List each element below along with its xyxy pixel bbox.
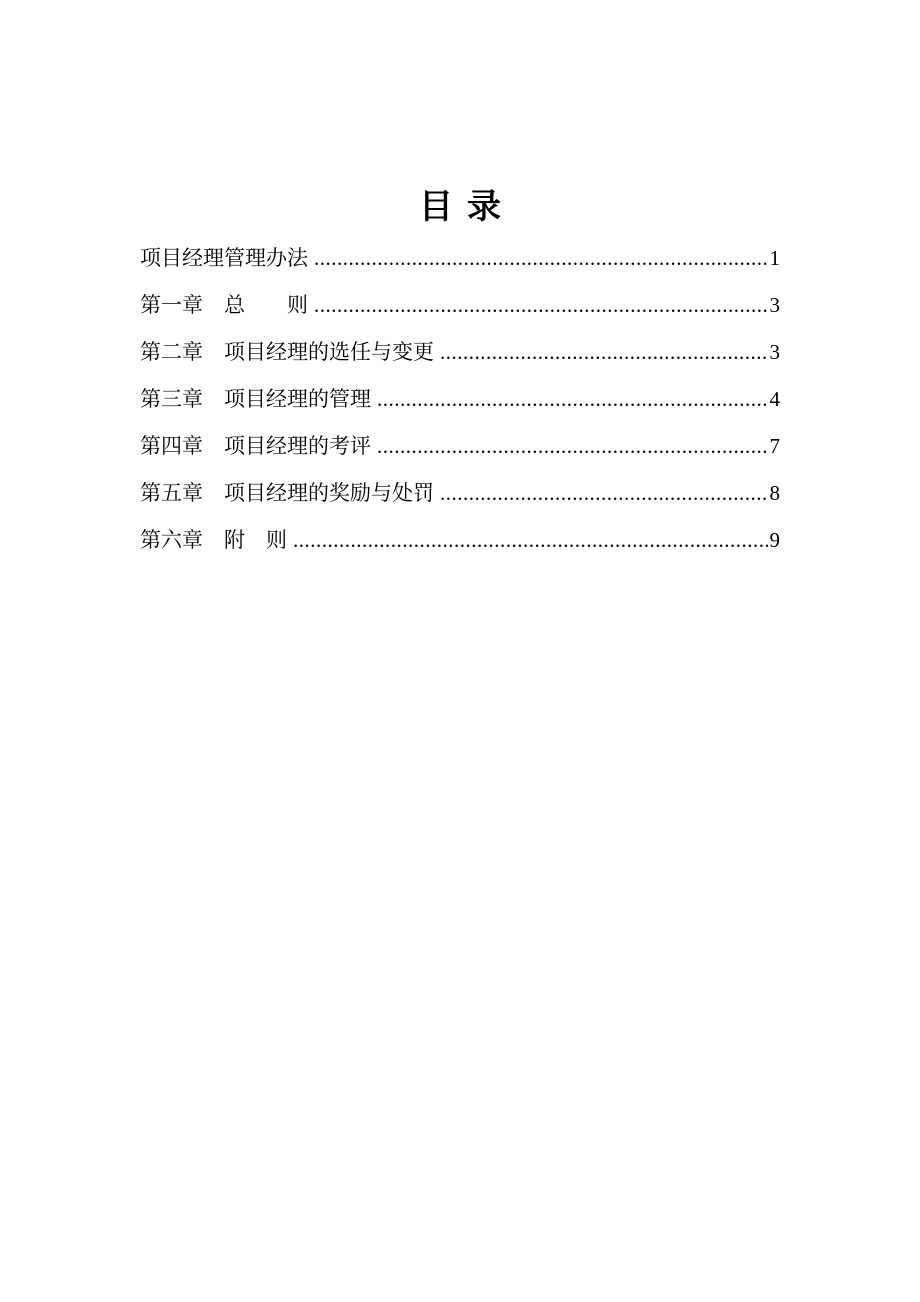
toc-heading-part2: 录 [467, 187, 501, 227]
toc-entry[interactable] [140, 520, 780, 567]
toc-entry-page: 9 [769, 528, 780, 552]
toc-entry-leader [377, 379, 768, 419]
toc-entry-leader [377, 426, 768, 466]
toc-entry-leader [440, 473, 768, 513]
toc-entry-page: 4 [769, 387, 780, 411]
toc-entry-page: 3 [769, 340, 780, 364]
table-of-contents [140, 238, 780, 567]
toc-entry-label: 项目经理管理办法 [140, 246, 308, 270]
toc-entry-leader [440, 332, 768, 372]
toc-entry[interactable] [140, 238, 780, 285]
toc-entry[interactable] [140, 473, 780, 520]
toc-heading-part1: 目 [419, 187, 453, 227]
toc-entry-page: 3 [769, 293, 780, 317]
toc-entry-label: 第六章 附 则 [140, 528, 287, 552]
toc-entry-leader [293, 520, 768, 560]
toc-entry-page: 8 [769, 481, 780, 505]
toc-entry-page: 1 [769, 246, 780, 270]
toc-entry-leader [314, 285, 768, 325]
toc-entry[interactable] [140, 332, 780, 379]
toc-entry-leader [314, 238, 768, 278]
toc-entry[interactable] [140, 426, 780, 473]
toc-entry-label: 第五章 项目经理的奖励与处罚 [140, 481, 434, 505]
toc-entry-page: 7 [769, 434, 780, 458]
toc-heading [0, 184, 920, 230]
toc-entry-label: 第一章 总 则 [140, 293, 308, 317]
toc-entry[interactable] [140, 285, 780, 332]
toc-entry-label: 第四章 项目经理的考评 [140, 434, 371, 458]
toc-entry[interactable] [140, 379, 780, 426]
toc-entry-label: 第三章 项目经理的管理 [140, 387, 371, 411]
toc-entry-label: 第二章 项目经理的选任与变更 [140, 340, 434, 364]
